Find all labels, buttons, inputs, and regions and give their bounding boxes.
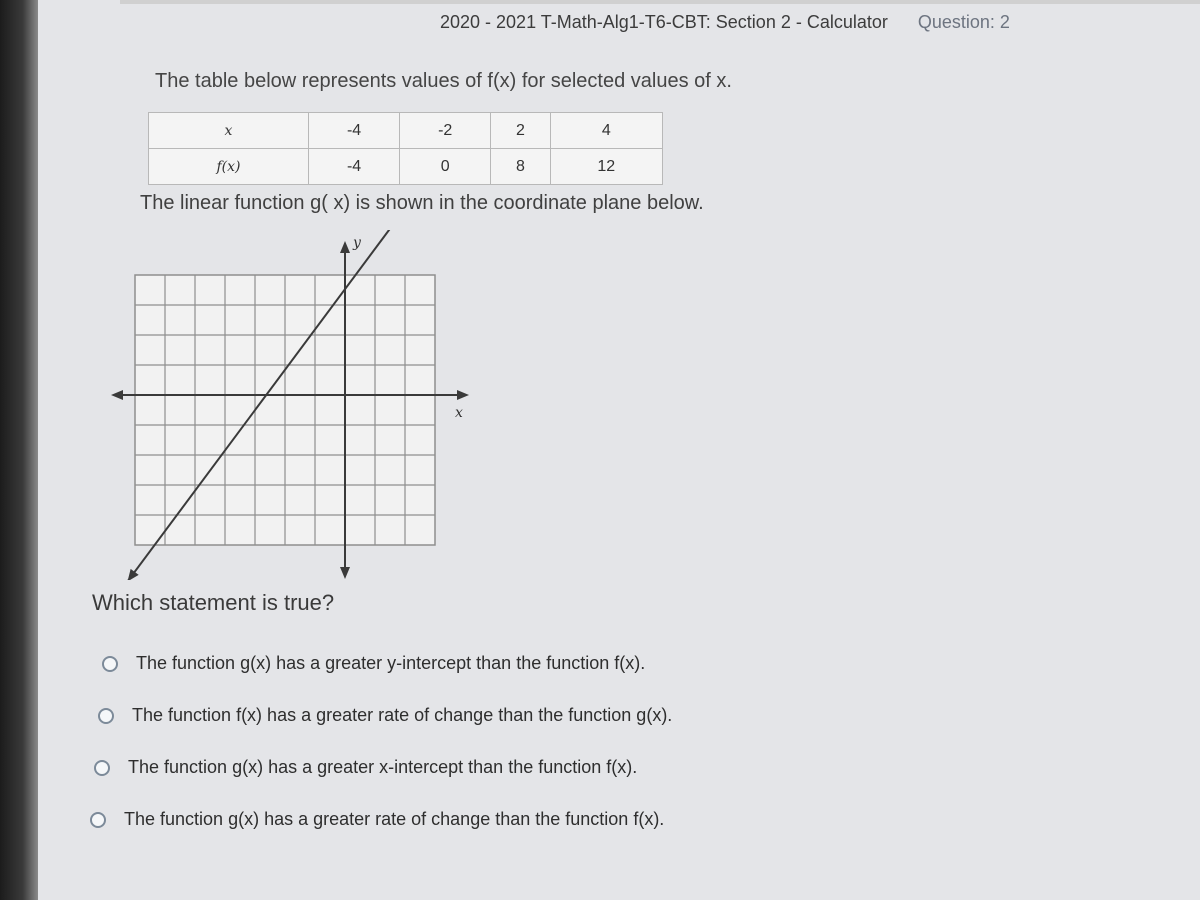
choice-d[interactable] bbox=[90, 809, 664, 830]
x-axis-label: x bbox=[455, 405, 463, 421]
radio-button[interactable] bbox=[94, 760, 110, 776]
graph-intro: The linear function g( x) is shown in the coordinate plane below. bbox=[140, 192, 704, 214]
table-cell: -4 bbox=[309, 113, 400, 149]
choice-b[interactable] bbox=[98, 705, 672, 726]
device-edge bbox=[0, 0, 38, 900]
choice-text: The function f(x) has a greater rate of change than the function g(x). bbox=[132, 705, 673, 725]
coordinate-plane-svg bbox=[105, 230, 485, 580]
test-title: 2020 - 2021 T-Math-Alg1-T6-CBT: Section 2 - Calculator bbox=[440, 11, 888, 32]
table-cell: 0 bbox=[400, 149, 491, 185]
radio-button[interactable] bbox=[102, 656, 118, 672]
table-cell: 12 bbox=[550, 149, 662, 185]
y-axis-label: y bbox=[353, 235, 361, 251]
choice-text: The function g(x) has a greater rate of change than the function f(x). bbox=[124, 809, 665, 829]
table-cell: 8 bbox=[491, 149, 550, 185]
coordinate-plane bbox=[105, 230, 485, 580]
choice-text: The function g(x) has a greater y-intercept than the function f(x). bbox=[136, 653, 646, 673]
table-cell: -4 bbox=[309, 149, 400, 185]
radio-button[interactable] bbox=[90, 812, 106, 828]
choice-text: The function g(x) has a greater x-intercept than the function f(x). bbox=[128, 757, 638, 777]
table-cell: -2 bbox=[400, 113, 491, 149]
top-divider bbox=[120, 0, 1200, 4]
choice-a[interactable] bbox=[102, 653, 645, 674]
x-axis-arrow-right bbox=[457, 390, 469, 400]
table-cell: 4 bbox=[550, 113, 662, 149]
question-stem: Which statement is true? bbox=[92, 590, 335, 615]
table-row bbox=[149, 149, 663, 185]
y-axis-arrow-down bbox=[340, 567, 350, 579]
table-row-label: x bbox=[149, 113, 309, 149]
values-table bbox=[148, 112, 663, 185]
table-intro: The table below represents values of f(x) for selected values of x. bbox=[155, 70, 732, 92]
grid bbox=[135, 275, 435, 545]
table-row bbox=[149, 113, 663, 149]
test-header bbox=[440, 6, 1200, 38]
x-axis-arrow-left bbox=[111, 390, 123, 400]
y-axis-arrow-up bbox=[340, 241, 350, 253]
line-arrow-start bbox=[128, 569, 139, 580]
table-row-label: f(x) bbox=[149, 149, 309, 185]
choice-c[interactable] bbox=[94, 757, 637, 778]
radio-button[interactable] bbox=[98, 708, 114, 724]
table-cell: 2 bbox=[491, 113, 550, 149]
question-number: Question: 2 bbox=[917, 11, 1010, 32]
